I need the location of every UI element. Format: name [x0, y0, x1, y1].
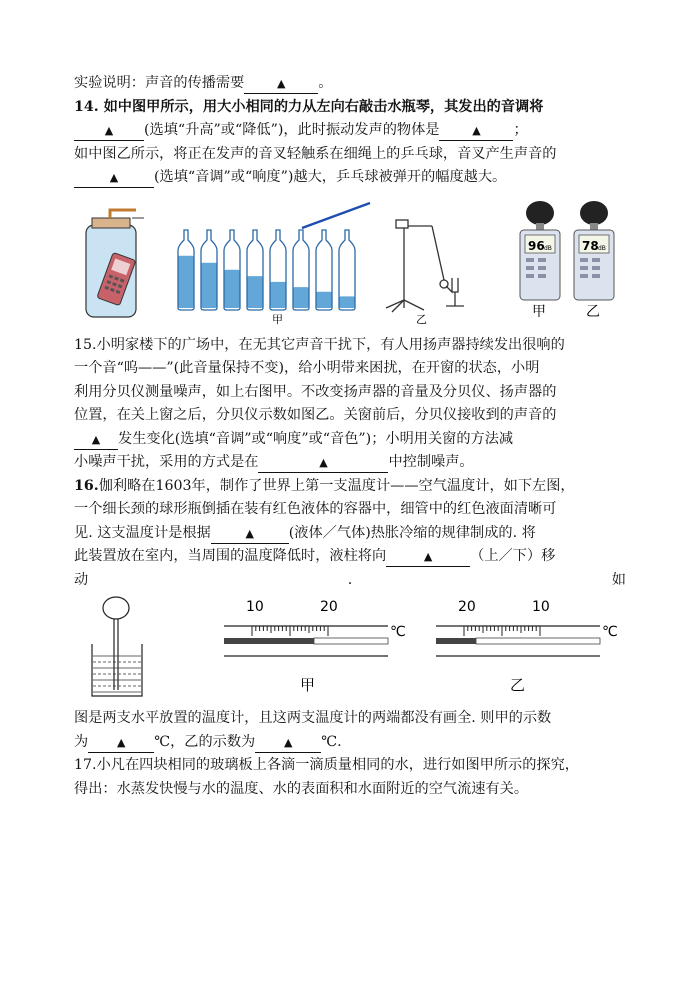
q14-line-3: 如中图乙所示，将正在发声的音叉轻触系在细绳上的乒乓球，音叉产生声音的 [74, 145, 557, 162]
svg-text:96: 96 [528, 238, 545, 253]
svg-text:dB: dB [598, 244, 606, 252]
q13-explanation: 实验说明：声音的传播需要 ▲ 。 [74, 72, 626, 96]
q16-line-2: 一个细长颈的球形瓶倒插在装有红色液体的容器中，细管中的红色液面清晰可 [74, 501, 557, 517]
figure-row-thermometers [74, 594, 626, 707]
q16-line-5: 动 . 如 [74, 571, 626, 588]
svg-text:10: 10 [246, 599, 264, 615]
meter-label-yi: 乙 [586, 303, 600, 320]
answer-blank[interactable]: ▲ [88, 733, 154, 753]
water-bottles-figure [178, 230, 355, 310]
decibel-meter-b [574, 201, 614, 300]
q15-line-2: 一个音“呜——”(此音量保持不变)，给小明带来困扰，在开窗的状态，小明 [74, 360, 540, 376]
svg-text:℃: ℃ [390, 624, 406, 640]
figure-row-sound [74, 200, 626, 326]
svg-text:20: 20 [320, 599, 338, 615]
answer-blank[interactable]: ▲ [74, 121, 144, 141]
figure-label-jia: 甲 [272, 312, 283, 326]
q15-line-1: 15.小明家楼下的广场中，在无其它声音干扰下，有人用扬声器持续发出很响的 [74, 336, 565, 353]
thermometer-figures [74, 594, 626, 707]
q17-line-1: 17.小凡在四块相同的玻璃板上各滴一滴质量相同的水，进行如图甲所示的探究， [74, 757, 579, 773]
document-page [74, 72, 626, 801]
thermometer-jia [224, 599, 406, 694]
air-thermometer-figure [92, 597, 142, 696]
bell-jar-figure [86, 210, 144, 317]
svg-text:dB: dB [544, 244, 552, 252]
q16-line-4: 此装置放在室内，当周围的温度降低时，液柱将向 ▲ （上／下）移 [74, 545, 626, 569]
q16-line-1: 16.伽利略在1603年，制作了世界上第一支温度计——空气温度计，如下左图， [74, 477, 575, 494]
answer-blank[interactable]: ▲ [258, 453, 388, 473]
decibel-meter-a [520, 201, 560, 300]
q14-line-2: ▲ (选填“升高”或“降低”)，此时振动发声的物体是 ▲ ； [74, 119, 626, 143]
thermometer-yi [436, 599, 618, 694]
answer-blank[interactable]: ▲ [255, 733, 321, 753]
mallet-stick [302, 203, 370, 228]
q16b-line-2: 为 ▲ ℃，乙的示数为 ▲ ℃. [74, 731, 626, 755]
bottle-water [247, 276, 263, 308]
q15-line-4: 位置，在关上窗之后，分贝仪示数如图乙。关窗前后，分贝仪接收到的声音的 [74, 407, 557, 423]
bottle-water [201, 262, 217, 307]
bottle-water [270, 281, 286, 307]
q14-line-1: 14. 如中图甲所示，用大小相同的力从左向右敲击水瓶琴，其发出的音调将 [74, 98, 544, 115]
meter-label-jia: 甲 [532, 303, 546, 320]
bottle-water [224, 269, 240, 307]
q17-line-2: 得出：水蒸发快慢与水的温度、水的表面积和水面附近的空气流速有关。 [74, 780, 529, 797]
answer-blank[interactable]: ▲ [439, 121, 513, 141]
bottle-water [178, 255, 194, 307]
bottle-water [339, 296, 355, 308]
q16b-line-1: 图是两支水平放置的温度计，且这两支温度计的两端都没有画全. 则甲的示数 [74, 710, 552, 726]
svg-text:20: 20 [458, 599, 476, 615]
svg-text:78: 78 [582, 238, 599, 253]
figure-label-yi: 乙 [416, 312, 427, 326]
answer-blank[interactable]: ▲ [74, 168, 154, 188]
answer-blank[interactable]: ▲ [211, 524, 289, 544]
q15-line-5: ▲ 发生变化(选填“音调”或“响度”或“音色”)；小明用关窗的方法减 [74, 428, 626, 452]
q15-line-6: 小噪声干扰，采用的方式是在 ▲ 中控制噪声。 [74, 451, 626, 475]
q16-line-3: 见. 这支温度计是根据 ▲ (液体／气体)热胀冷缩的规律制成的. 将 [74, 522, 626, 546]
answer-blank[interactable]: ▲ [74, 430, 118, 450]
answer-blank[interactable]: ▲ [386, 547, 470, 567]
answer-blank[interactable]: ▲ [244, 74, 318, 94]
thermometer-label-jia: 甲 [300, 676, 316, 694]
tuning-fork-figure [386, 220, 464, 312]
bottle-water [293, 287, 309, 308]
svg-text:10: 10 [532, 599, 550, 615]
sound-figures [74, 200, 626, 326]
thermometer-label-yi: 乙 [510, 676, 526, 694]
q15-line-3: 利用分贝仪测量噪声，如上右图甲。不改变扬声器的音量及分贝仪、扬声器的 [74, 383, 557, 400]
svg-text:℃: ℃ [602, 624, 618, 640]
bottle-water [316, 291, 332, 307]
q14-line-4: ▲ (选填“音调”或“响度”)越大，乒乓球被弹开的幅度越大。 [74, 166, 626, 190]
